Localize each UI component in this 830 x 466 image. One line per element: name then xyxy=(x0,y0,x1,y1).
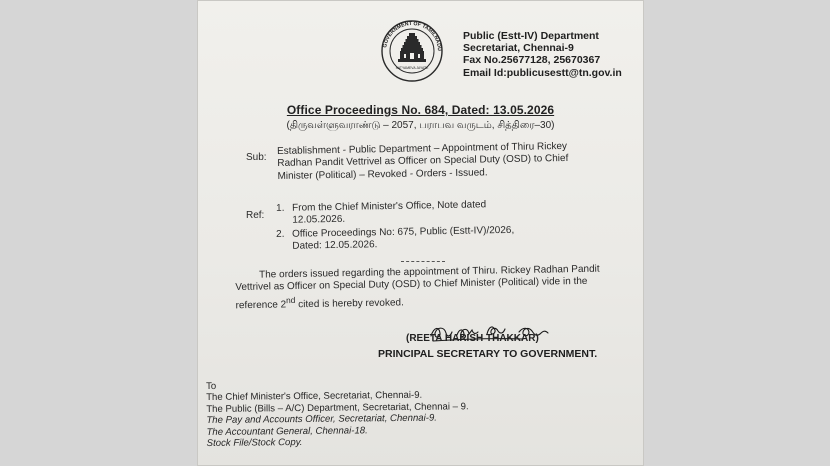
tamil-date-line: (திருவள்ளுவராண்டு – 2057, பராபவ வருடம், சித்திரை–30) xyxy=(286,120,555,131)
separator-line xyxy=(401,261,445,262)
reference-item xyxy=(276,223,598,253)
order-superscript: nd xyxy=(286,294,296,305)
signatory-designation: PRINCIPAL SECRETARY TO GOVERNMENT. xyxy=(378,348,598,360)
reference-line: From the Chief Minister's Office, Note dated xyxy=(291,199,487,214)
distribution-item: The Chief Minister's Office, Secretariat, Chennai-9. xyxy=(206,390,423,404)
reference-number: 2. xyxy=(276,228,285,240)
subject-text: Establishment - Public Department – Appointment of Thiru Rickey Radhan Pandit Vettrivel as Officer on Special Duty (OSD) to Chief Minister (Political) – Revoked - Orders - Issued. xyxy=(277,140,569,182)
signatory-name: (REETA HARISH THAKKAR) xyxy=(406,333,539,344)
distribution-list xyxy=(206,377,627,450)
emblem-motto: SATYAMEVA JAYATE xyxy=(395,66,429,70)
department-email: Email Id:publicusestt@tn.gov.in xyxy=(463,66,622,79)
distribution-item: The Accountant General, Chennai-18. xyxy=(206,424,368,438)
department-name: Public (Estt-IV) Department xyxy=(463,30,599,42)
reference-line: Dated: 12.05.2026. xyxy=(292,239,378,253)
order-text: The orders issued regarding the appointment of Thiru. Rickey Radhan Pandit Vettrivel as Officer on Special Duty (OSD) to Chief Minister (Political) vide in the reference 2 xyxy=(235,263,600,311)
tamil-nadu-emblem-icon xyxy=(380,19,444,83)
reference-line: 12.05.2026. xyxy=(292,214,346,227)
proceedings-title: Office Proceedings No. 684, Dated: 13.05.2026 xyxy=(286,103,555,117)
reference-label: Ref: xyxy=(246,210,265,221)
document-page xyxy=(197,0,644,466)
department-header xyxy=(463,30,622,79)
reference-item xyxy=(276,197,598,227)
distribution-item: The Public (Bills – A/C) Department, Secretariat, Chennai – 9. xyxy=(206,401,469,415)
distribution-to-label: To xyxy=(206,380,217,392)
department-fax: Fax No.25677128, 25670367 xyxy=(463,54,601,67)
order-text-end: cited is hereby revoked. xyxy=(295,296,404,310)
reference-line: Office Proceedings No: 675, Public (Estt-IV)/2026, xyxy=(291,224,515,240)
distribution-item: Stock File/Stock Copy. xyxy=(206,437,303,450)
department-address: Secretariat, Chennai-9 xyxy=(463,42,574,55)
emblem-ring-text: GOVERNMENT OF TAMILNADU xyxy=(382,20,443,52)
subject-label: Sub: xyxy=(246,152,267,163)
order-paragraph xyxy=(235,263,626,312)
reference-number: 1. xyxy=(276,202,285,214)
distribution-item: The Pay and Accounts Officer, Secretariat, Chennai-9. xyxy=(206,412,438,427)
